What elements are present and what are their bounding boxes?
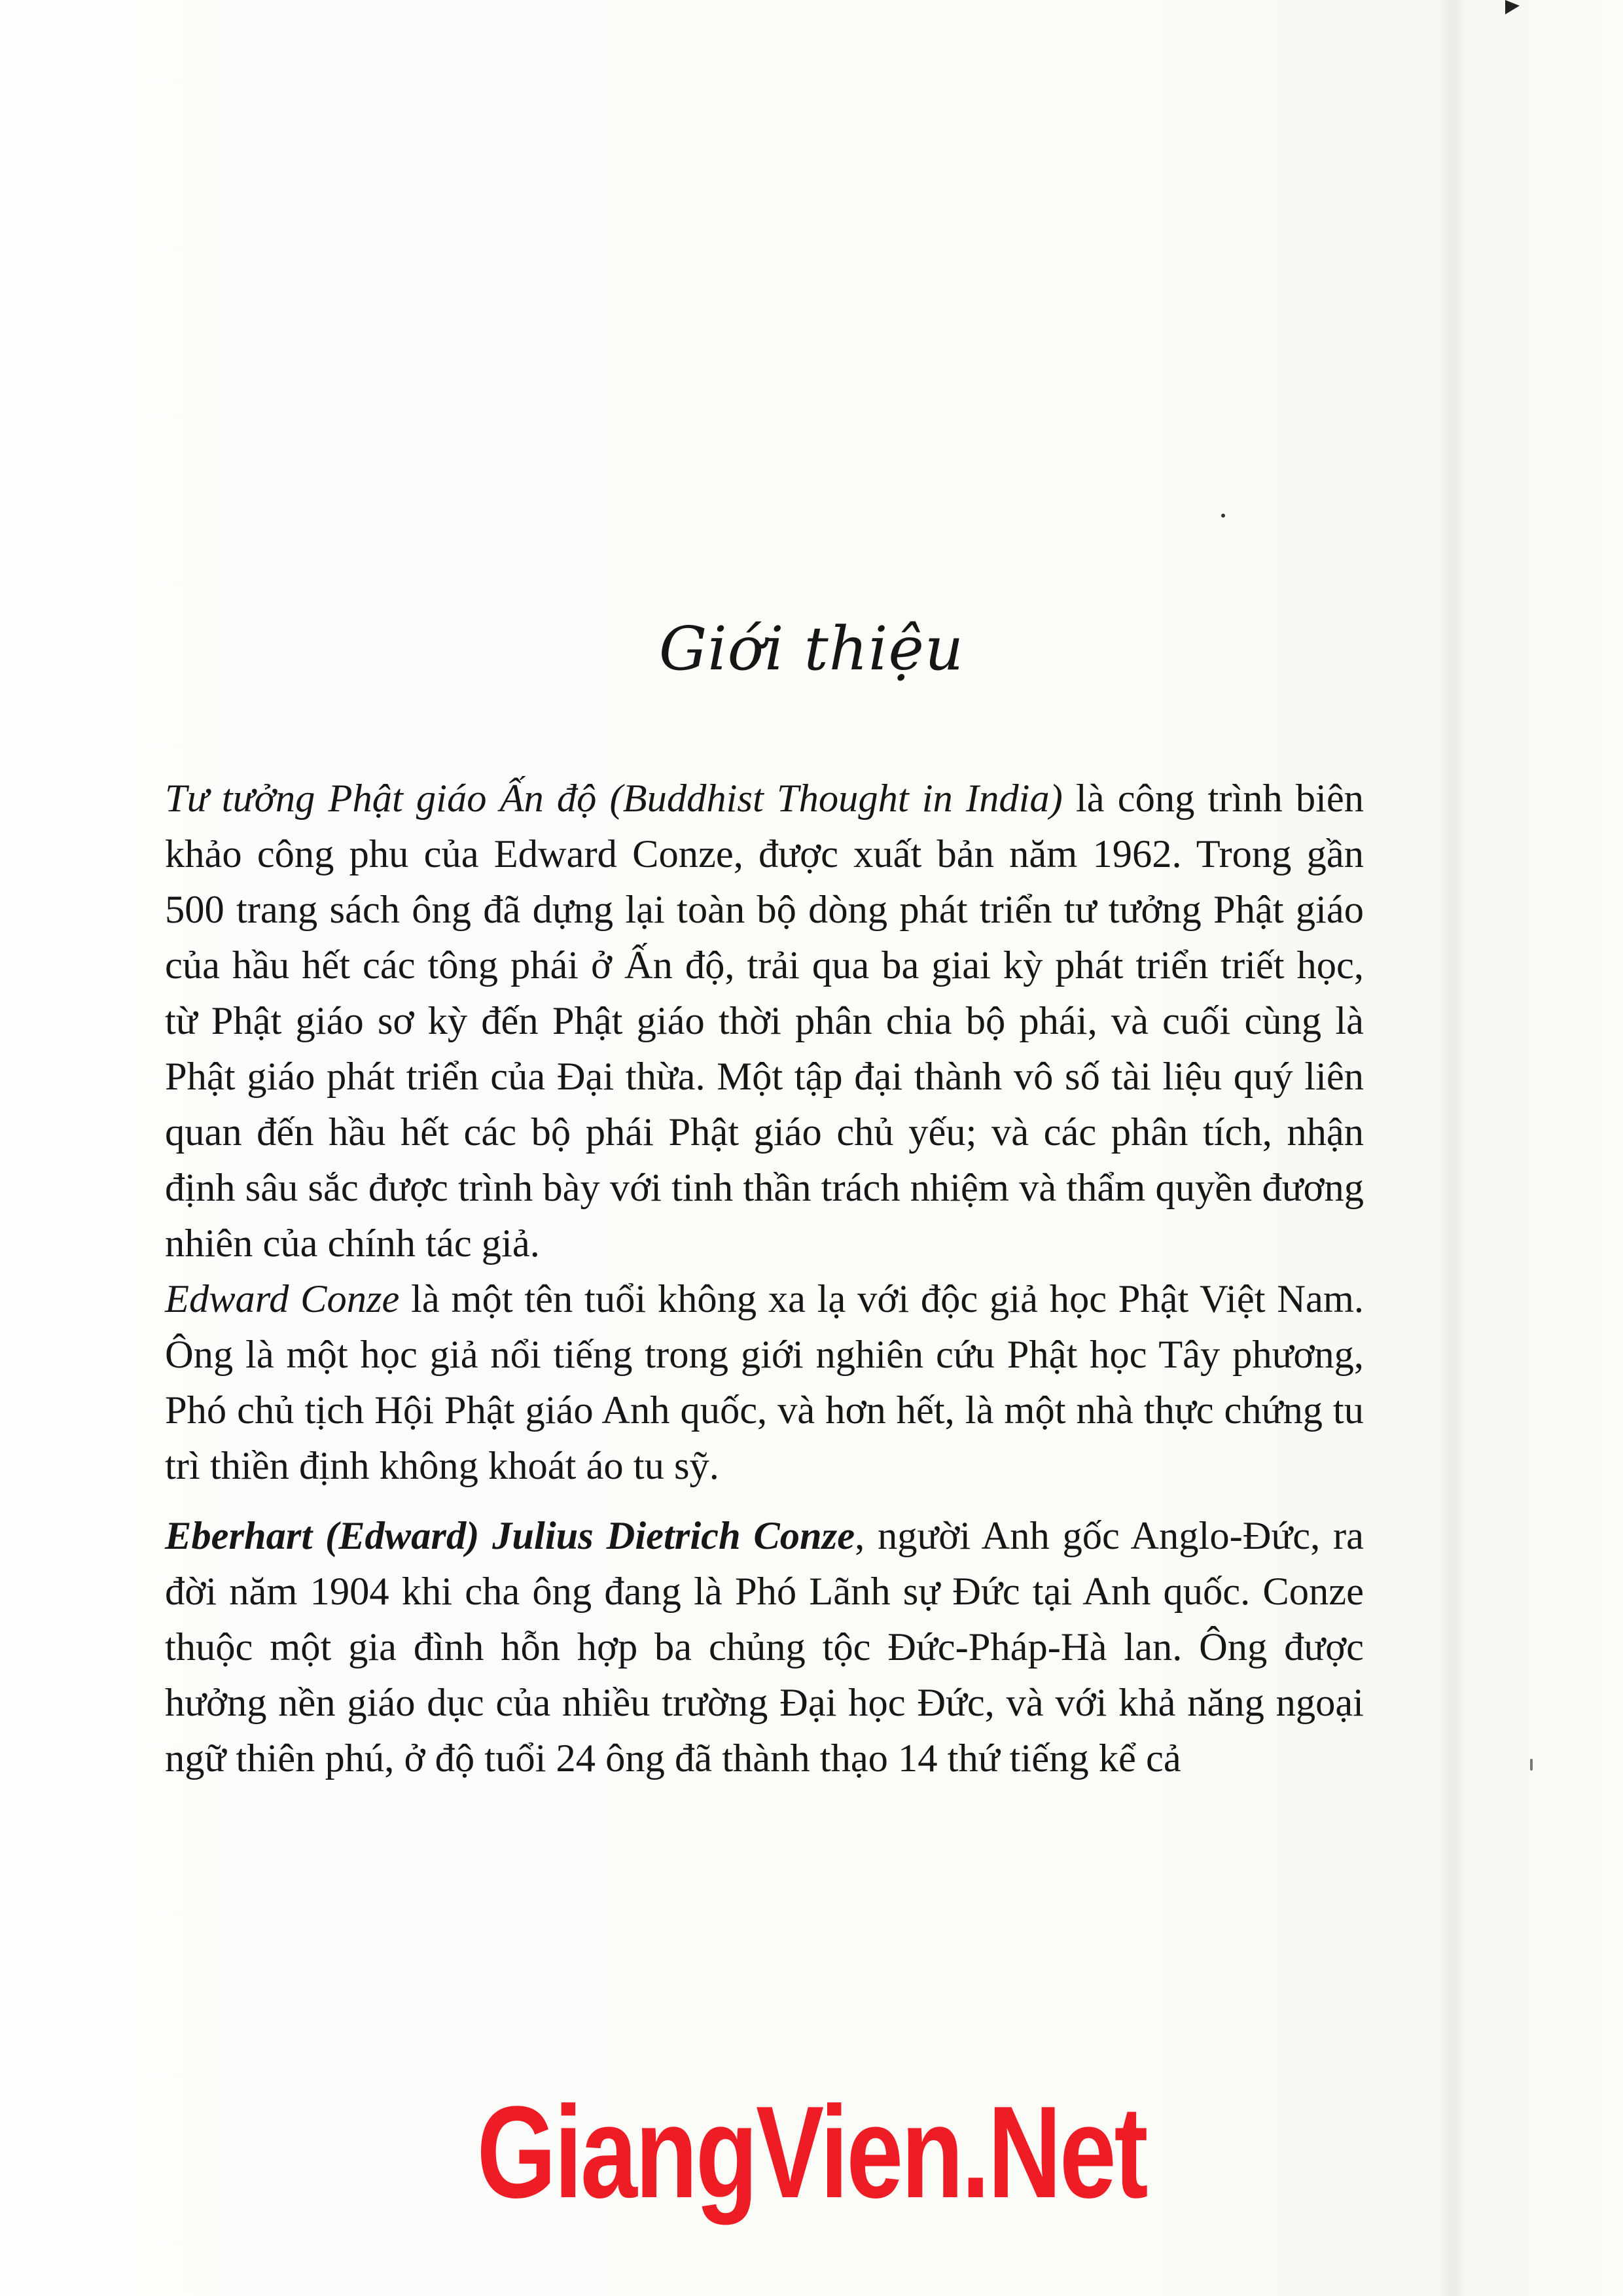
paragraph-text: là công trình biên khảo công phu của Edward Conze, được xuất bản năm 1962. Trong gần 500 trang sách ông đã dựng lại toàn bộ dòng phát triển tư tưởng Phật giáo của hầu hết các tông phái ở Ấn độ, trải qua ba giai kỳ phát triển triết học, từ Phật giáo sơ kỳ đến Phật giáo thời phân chia bộ phái, và cuối cùng là Phật giáo phát triển của Đại thừa. Một tập đại thành vô số tài liệu quý liên quan đến hầu hết các bộ phái Phật giáo chủ yếu; và các phân tích, nhận định sâu sắc được trình bày với tinh thần trách nhiệm và thẩm quyền đương nhiên của chính tác giả. [165, 777, 1364, 1265]
paragraph-biography [165, 1508, 1364, 1786]
scan-speck [1221, 514, 1225, 518]
scan-corner-mark [1505, 0, 1520, 14]
book-title-italic: Tư tưởng Phật giáo Ấn độ (Buddhist Thought in India) [165, 777, 1063, 821]
page-edge-shadow [1440, 0, 1466, 2296]
page-title: Giới thiệu [658, 614, 965, 684]
paragraph-text: , người Anh gốc Anglo-Đức, ra đời năm 1904 khi cha ông đang là Phó Lãnh sự Đức tại Anh quốc. Conze thuộc một gia đình hỗn hợp ba chủng tộc Đức-Pháp-Hà lan. Ông được hưởng nền giáo dục của nhiều trường Đại học Đức, và với khả năng ngoại ngữ thiên phú, ở độ tuổi 24 ông đã thành thạo 14 thứ tiếng kể cả [165, 1514, 1364, 1780]
body-text [165, 771, 1364, 1786]
scan-speck [1530, 1759, 1533, 1771]
watermark-logo: GiangVien.Net [476, 2079, 1147, 2225]
paragraph-intro [165, 771, 1364, 1271]
full-name-bold-italic: Eberhart (Edward) Julius Dietrich Conze [165, 1514, 855, 1558]
paragraph-text: là một tên tuổi không xa lạ với độc giả học Phật Việt Nam. Ông là một học giả nổi tiếng trong giới nghiên cứu Phật học Tây phương, Phó chủ tịch Hội Phật giáo Anh quốc, và hơn hết, là một nhà thực chứng tu trì thiền định không khoát áo tu sỹ. [165, 1277, 1364, 1488]
paragraph-author [165, 1271, 1364, 1494]
author-name-italic: Edward Conze [165, 1277, 400, 1321]
